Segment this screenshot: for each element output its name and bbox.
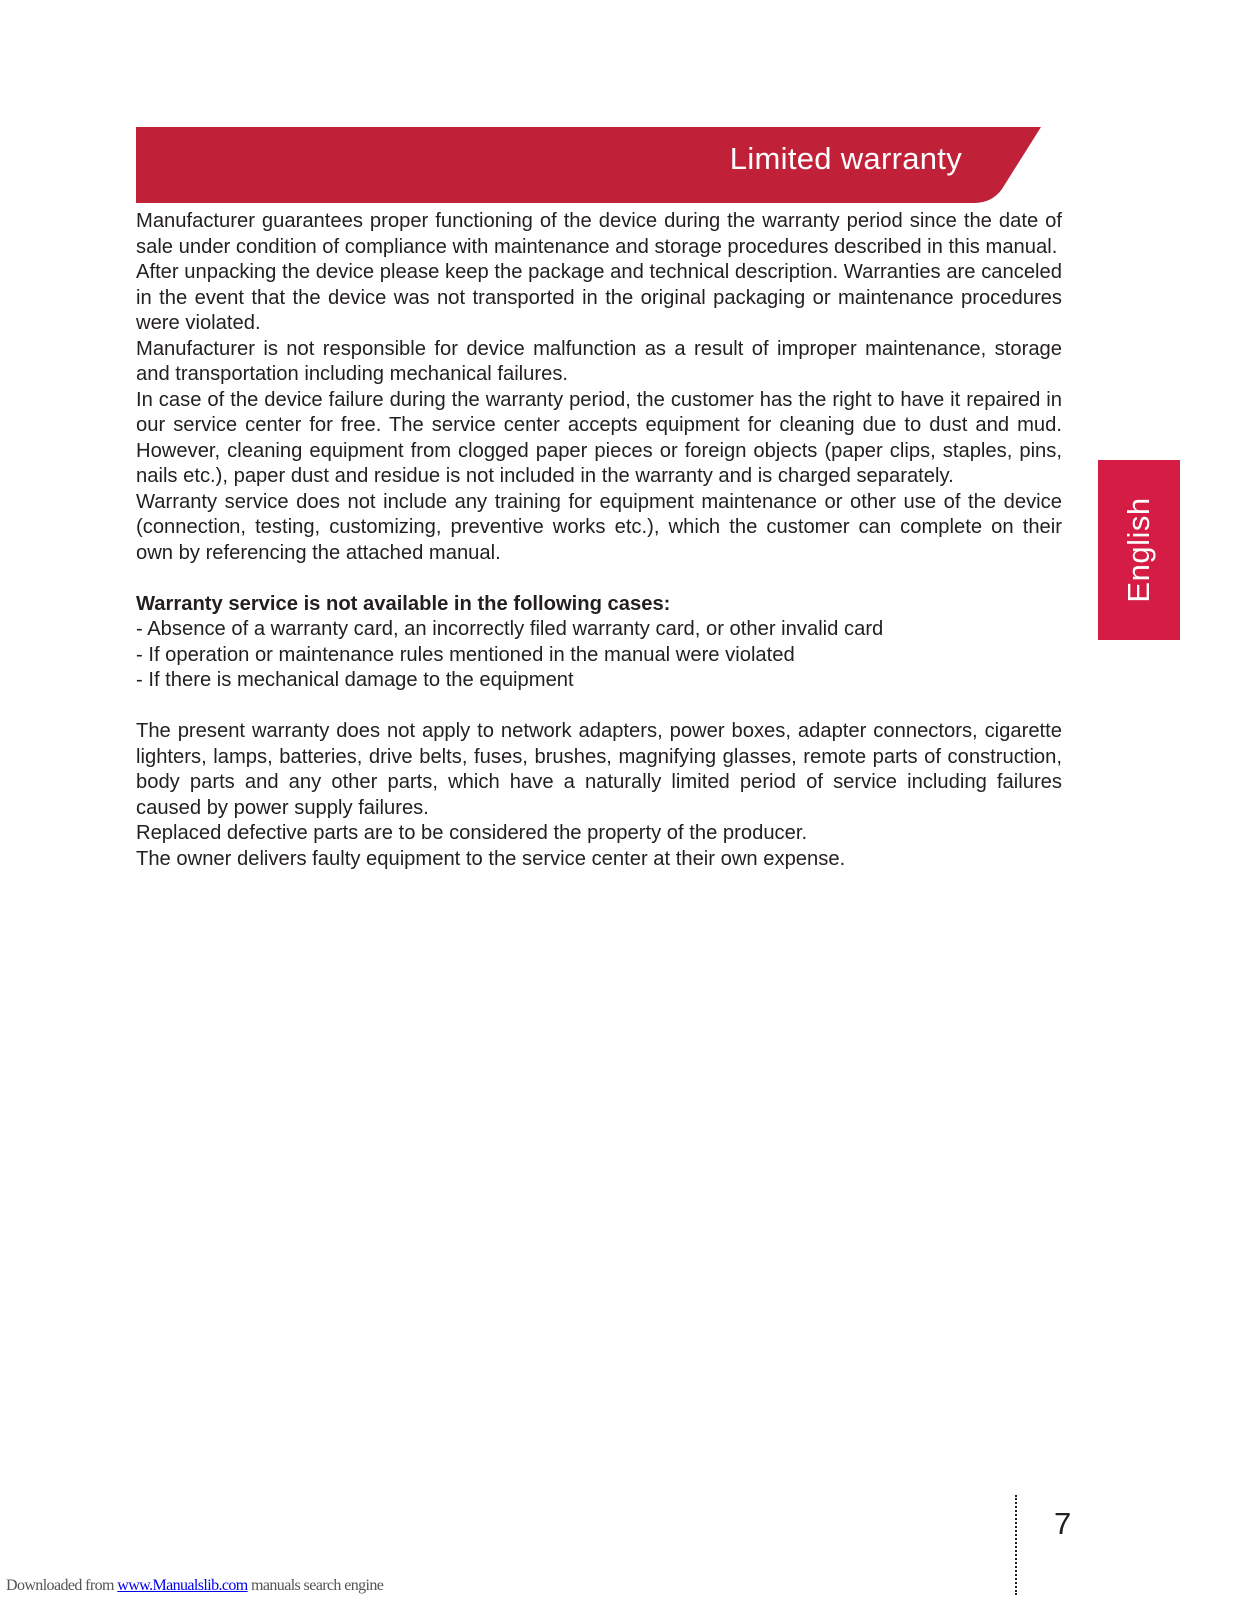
- paragraph-owner-delivers: The owner delivers faulty equipment to the service center at their own expense.: [136, 847, 846, 870]
- language-tab: [1098, 460, 1180, 640]
- page-number-divider: [1015, 1495, 1017, 1595]
- paragraph-not-responsible: Manufacturer is not responsible for device malfunction as a result of improper maintenance, storage and transportation including mechanical failures.: [136, 337, 1062, 385]
- page-title: Limited warranty: [729, 141, 962, 176]
- footer-prefix: Downloaded from: [6, 1577, 118, 1594]
- section-header-banner: [136, 127, 1041, 203]
- language-tab-label: English: [1121, 497, 1156, 603]
- paragraph-keep-package: After unpacking the device please keep the package and technical description. Warranties are canceled in the event that the device was not transported in the original packaging or maintenance procedures were violated.: [136, 261, 1062, 334]
- spacer: [136, 694, 1062, 720]
- page-number: 7: [1054, 1506, 1072, 1541]
- exclusion-item: - If operation or maintenance rules mentioned in the manual were violated: [136, 643, 795, 666]
- footer-suffix: manuals search engine: [247, 1577, 384, 1594]
- exclusion-item: - Absence of a warranty card, an incorrectly filed warranty card, or other invalid card: [136, 618, 884, 640]
- paragraph-replaced-parts: Replaced defective parts are to be considered the property of the producer.: [136, 822, 808, 844]
- exclusion-item: - If there is mechanical damage to the equipment: [136, 669, 574, 691]
- paragraph-functioning-guarantee: Manufacturer guarantees proper functioning of the device during the warranty period since the date of sale under condition of compliance with maintenance and storage procedures described in this manual.: [136, 210, 1062, 258]
- paragraph-free-repair: In case of the device failure during the warranty period, the customer has the right to have it repaired in our service center for free. The service center accepts equipment for cleaning due to dust and mud. However, cleaning equipment from clogged paper pieces or foreign objects (paper clips, staples, pins, nails etc.), paper dust and residue is not included in the warranty and is charged separately.: [136, 388, 1062, 487]
- exclusions-heading: Warranty service is not available in the following cases:: [136, 592, 671, 615]
- spacer: [136, 566, 1062, 592]
- warranty-body: [136, 209, 1062, 872]
- paragraph-not-applicable-parts: The present warranty does not apply to network adapters, power boxes, adapter connectors, cigarette lighters, lamps, batteries, drive belts, fuses, brushes, magnifying glasses, remote parts of construction, body parts and any other parts, which have a naturally limited period of service including failures caused by power supply failures.: [136, 720, 1062, 819]
- footer-link[interactable]: www.Manualslib.com: [117, 1577, 248, 1594]
- download-footer: [6, 1577, 383, 1595]
- paragraph-no-training: Warranty service does not include any training for equipment maintenance or other use of the device (connection, testing, customizing, preventive works etc.), which the customer can complete on their own by referencing the attached manual.: [136, 490, 1062, 564]
